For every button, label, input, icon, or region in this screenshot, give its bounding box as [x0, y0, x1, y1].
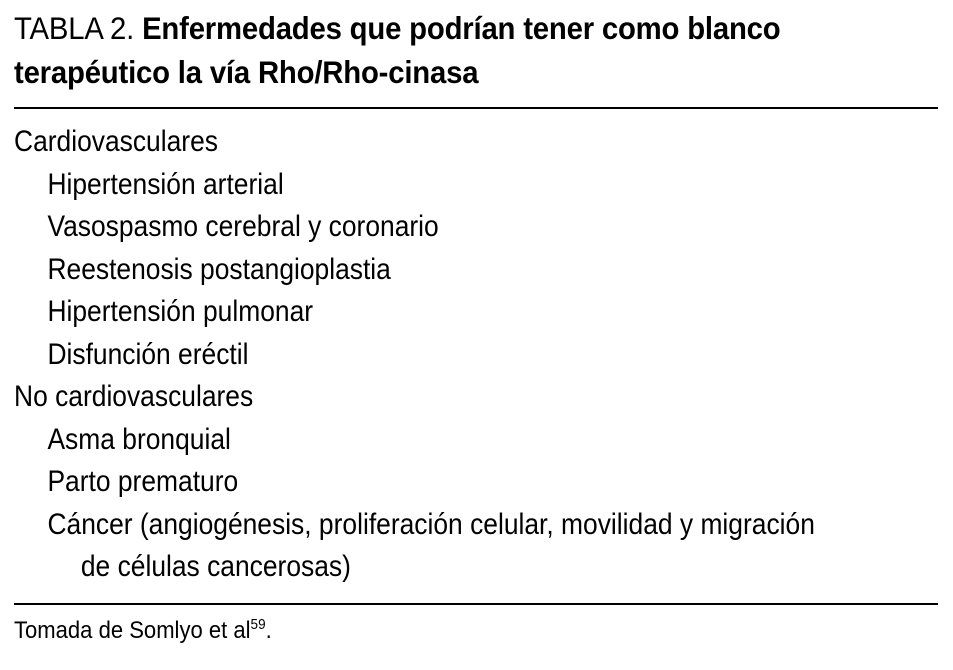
list-item: Asma bronquial	[47, 422, 231, 456]
list-item-continuation: de células cancerosas)	[80, 550, 351, 583]
list-item: Disfunción eréctil	[47, 337, 249, 371]
list-item: Hipertensión pulmonar	[47, 295, 314, 328]
table-caption	[14, 6, 944, 94]
footnote-reference: 59	[250, 615, 266, 633]
table-body	[14, 109, 938, 603]
table-number: TABLA 2.	[14, 10, 135, 46]
list-item: Cáncer (angiogénesis, proliferación celular, movilidad y migración	[47, 507, 815, 541]
bottom-rule	[14, 603, 938, 605]
list-item: Vasospasmo cerebral y coronario	[47, 210, 439, 243]
list-item: Hipertensión arterial	[47, 167, 284, 201]
group-heading-cardiovascular: Cardiovasculares	[14, 125, 218, 158]
list-item: Parto prematuro	[47, 465, 239, 498]
footnote-text: Tomada de Somlyo et al	[14, 616, 251, 644]
list-item: Reestenosis postangioplastia	[47, 252, 391, 286]
footnote-end: .	[265, 616, 272, 644]
group-heading-non-cardiovascular: No cardiovasculares	[14, 380, 254, 413]
table-container	[14, 6, 938, 647]
table-footnote	[14, 615, 846, 647]
table-title: Enfermedades que podrían tener como blanco terapéutico la vía Rho/Rho-cinasa	[14, 10, 781, 90]
